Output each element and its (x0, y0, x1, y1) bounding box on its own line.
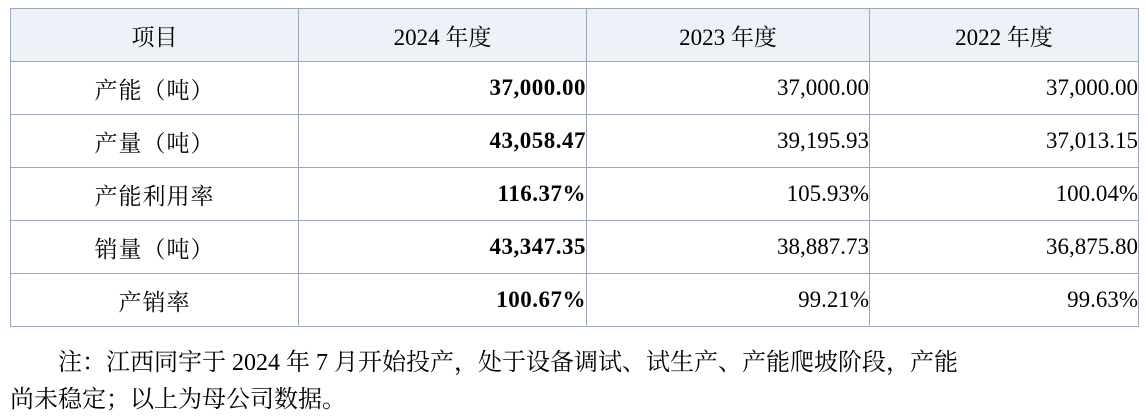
cell-2023: 38,887.73 (587, 221, 870, 274)
footnote-line-2: 尚未稳定；以上为母公司数据。 (10, 387, 346, 414)
footnote-line-1: 注：江西同宇于 2024 年 7 月开始投产，处于设备调试、试生产、产能爬坡阶段，产能 (58, 350, 958, 376)
column-header-2024: 2024 年度 (299, 9, 587, 62)
row-label: 产能利用率 (11, 168, 299, 221)
cell-2024: 100.67% (299, 274, 587, 327)
table-row (11, 221, 1139, 274)
column-header-item: 项目 (11, 9, 299, 62)
cell-2023: 105.93% (587, 168, 870, 221)
production-capacity-table (10, 8, 1139, 327)
cell-2022: 99.63% (870, 274, 1139, 327)
table-row (11, 115, 1139, 168)
table-body (11, 62, 1139, 327)
cell-2023: 39,195.93 (587, 115, 870, 168)
column-header-2022: 2022 年度 (870, 9, 1139, 62)
cell-2024: 116.37% (299, 168, 587, 221)
row-label: 产量（吨） (11, 115, 299, 168)
cell-2024: 37,000.00 (299, 62, 587, 115)
cell-2022: 37,013.15 (870, 115, 1139, 168)
table-row (11, 274, 1139, 327)
table-row (11, 168, 1139, 221)
row-label: 产能（吨） (11, 62, 299, 115)
cell-2022: 37,000.00 (870, 62, 1139, 115)
table-header (11, 9, 1139, 62)
cell-2023: 99.21% (587, 274, 870, 327)
cell-2024: 43,347.35 (299, 221, 587, 274)
column-header-2023: 2023 年度 (587, 9, 870, 62)
cell-2022: 36,875.80 (870, 221, 1139, 274)
cell-2024: 43,058.47 (299, 115, 587, 168)
table-header-row (11, 9, 1139, 62)
row-label: 销量（吨） (11, 221, 299, 274)
row-label: 产销率 (11, 274, 299, 327)
cell-2022: 100.04% (870, 168, 1139, 221)
table-row (11, 62, 1139, 115)
cell-2023: 37,000.00 (587, 62, 870, 115)
table-footnote (10, 345, 1138, 419)
